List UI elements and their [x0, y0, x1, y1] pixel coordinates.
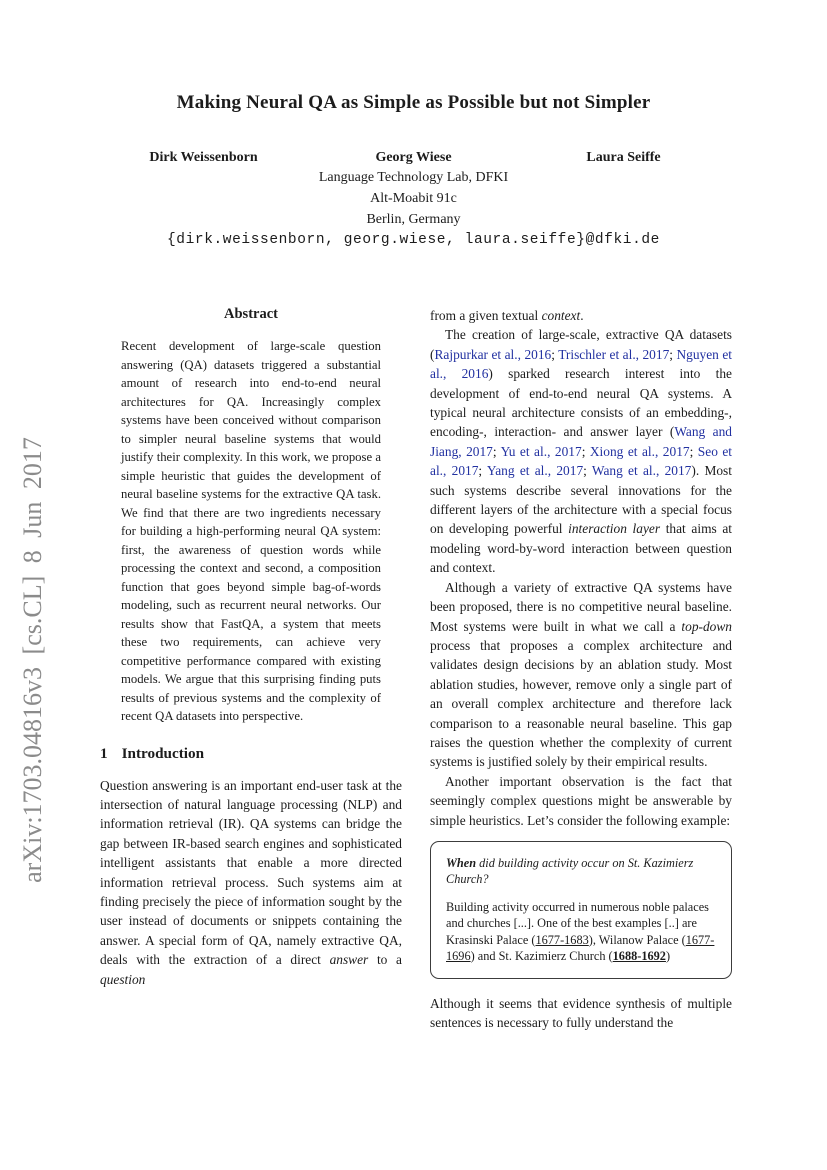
author-row — [0, 150, 827, 166]
citation-link[interactable]: Seo et al., 2017 — [430, 443, 733, 479]
example-answer: Building activity occurred in numerous noble palaces and churches [...]. One of the best examples [..] are Krasinski Palace (1677-1683), Wilanow Palace (1677-1696) and St. Kazimierz Church (1688-1692) — [446, 899, 715, 964]
left-column — [100, 306, 402, 989]
paragraph: Although a variety of extractive QA systems have been proposed, there is no competitive neural baseline. Most systems were built in what we call a top-down process that proposes a complex architecture and validates design decisions by an ablation study. Most ablation studies, however, remove only a single part of an overall complex architecture and therefore lack comparison to a reasonable neural baseline. This gap raises the question whether the complexity of current systems is justified solely by their empirical results. — [430, 579, 732, 770]
citation-link[interactable]: Trischler et al., 2017 — [558, 346, 670, 362]
affiliation-line: Language Technology Lab, DFKI — [318, 170, 509, 185]
affiliation-line: Alt-Moabit 91c — [370, 191, 457, 206]
citation-link[interactable]: Rajpurkar et al., 2016 — [434, 346, 552, 362]
author-name: Laura Seiffe — [586, 150, 661, 165]
section-heading-introduction — [100, 745, 402, 763]
email-line: {dirk.weissenborn, georg.wiese, laura.seiffe}@dfki.de — [167, 232, 660, 248]
author-name: Dirk Weissenborn — [149, 150, 258, 165]
paragraph: Although it seems that evidence synthesis of multiple sentences is necessary to fully understand the — [430, 995, 732, 1031]
right-column — [430, 306, 732, 1033]
citation-link[interactable]: Yang et al., 2017 — [486, 463, 584, 479]
citation-link[interactable]: Xiong et al., 2017 — [589, 443, 690, 459]
paragraph: The creation of large-scale, extractive QA datasets (Rajpurkar et al., 2016; Trischler et al., 2017; Nguyen et al., 2016) sparked research interest into the development of end-to-end neural QA systems. A typical neural architecture consists of an embedding-, encoding-, interaction- and answer layer (Wang and Jiang, 2017; Yu et al., 2017; Xiong et al., 2017; Seo et al., 2017; Yang et al., 2017; Wang et al., 2017). Most such systems describe several innovations for the different layers of the architecture with a special focus on developing powerful interaction layer that aims at modeling word-by-word interaction between question and context. — [430, 327, 733, 576]
citation-link[interactable]: Yu et al., 2017 — [500, 443, 582, 459]
affiliation-line: Berlin, Germany — [366, 212, 461, 227]
example-question: When did building activity occur on St. Kazimierz Church? — [446, 855, 694, 887]
citation-link[interactable]: Nguyen et al., 2016 — [430, 346, 732, 382]
arxiv-watermark-text: arXiv:1703.04816v3 [cs.CL] 8 Jun 2017 — [18, 437, 47, 883]
citation-link[interactable]: Wang and Jiang, 2017 — [430, 424, 732, 459]
paragraph: from a given textual context. — [430, 308, 584, 323]
example-box — [430, 841, 732, 979]
abstract-heading: Abstract — [224, 306, 278, 322]
paper-title: Making Neural QA as Simple as Possible but not Simpler — [176, 92, 651, 113]
paragraph: Another important observation is the fact that seemingly complex questions might be answerable by simple heuristics. Let’s consider the following example: — [430, 773, 732, 828]
section-number: 1 — [100, 744, 108, 762]
citation-link[interactable]: Wang et al., 2017 — [591, 463, 692, 479]
abstract-body: Recent development of large-scale question answering (QA) datasets triggered a substantial amount of research into end-to-end neural architectures for QA. Increasingly complex systems have been conceived without comparison to simpler neural baseline systems that would justify their complexity. In this work, we propose a simple heuristic that guides the development of neural baseline systems for the extractive QA task. We find that there are two ingredients necessary for building a high-performing neural QA system: first, the awareness of question words while processing the context and second, a composition function that goes beyond simple bag-of-words modeling, such as recurrent neural networks. Our results show that FastQA, a system that meets these two requirements, can achieve very competitive performance compared with existing models. We argue that this surprising finding puts results of previous systems and the complexity of recent QA datasets into perspective. — [121, 339, 381, 723]
paper-header — [0, 92, 827, 248]
intro-paragraph: Question answering is an important end-user task at the intersection of natural language processing (NLP) and information retrieval (IR). QA systems can bridge the gap between IR-based search engines and sophisticated intelligent assistants that enable a more directed information retrieval process. Such systems aim at finding precisely the piece of information sought by the user instead of documents or snippets containing the answer. A special form of QA, namely extractive QA, deals with the extraction of a direct answer to a question — [100, 777, 402, 987]
section-title: Introduction — [121, 744, 205, 762]
author-name: Georg Wiese — [375, 150, 452, 165]
